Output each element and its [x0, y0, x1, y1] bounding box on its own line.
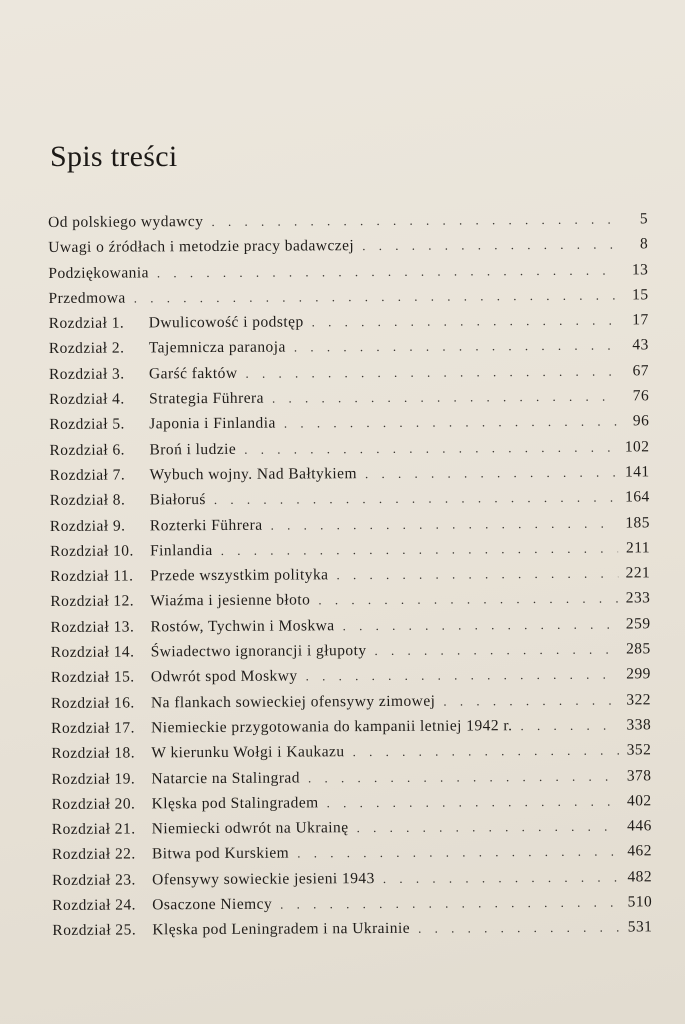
entry-title: Klęska pod Leningradem i na Ukrainie [152, 920, 411, 939]
toc-entry-label [50, 566, 328, 586]
toc-entry-label [52, 845, 289, 864]
toc-entry [50, 615, 650, 644]
page-number: 8 [639, 235, 649, 253]
toc-entry-label [51, 642, 367, 662]
dot-leader [520, 717, 619, 734]
entry-title: Świadectwo ignorancji i głupoty [150, 642, 367, 661]
chapter-number: Rozdział 9. [49, 517, 126, 535]
page-number: 17 [632, 311, 649, 329]
toc-entry [51, 666, 651, 695]
page-title: Spis treści [50, 140, 178, 173]
toc-entry-label [48, 264, 149, 283]
page-number: 446 [627, 817, 652, 835]
toc-entry-label [52, 794, 319, 814]
chapter-number: Rozdział 25. [52, 921, 137, 940]
toc-entry-label [50, 542, 213, 561]
toc-entry [50, 564, 650, 593]
toc-entry-label [51, 668, 298, 688]
dot-leader [365, 464, 618, 482]
toc-entry-label [51, 692, 436, 712]
chapter-number: Rozdział 16. [50, 694, 135, 712]
dot-leader [318, 591, 618, 609]
toc-entry-label [52, 920, 410, 940]
chapter-number: Rozdział 7. [49, 466, 126, 484]
dot-leader [443, 692, 619, 709]
toc-entry-label [49, 441, 236, 460]
toc-entry-label [52, 870, 375, 890]
entry-title: Rozterki Führera [149, 516, 263, 534]
toc-entry [52, 893, 652, 922]
toc-entry [51, 767, 651, 796]
page-number: 67 [632, 362, 650, 380]
entry-title: Wiaźma i jesienne błoto [150, 591, 311, 610]
toc-entry [50, 514, 650, 543]
page-number: 482 [627, 868, 653, 886]
table-of-contents [48, 210, 652, 947]
entry-title: Rostów, Tychwin i Moskwa [150, 617, 335, 636]
page-number: 462 [627, 842, 652, 860]
toc-entry [48, 236, 648, 265]
toc-entry [50, 590, 650, 619]
toc-entry [50, 539, 650, 568]
toc-entry-label [49, 390, 264, 409]
dot-leader [271, 515, 618, 533]
chapter-number: Rozdział 24. [52, 896, 137, 915]
dot-leader [214, 490, 618, 508]
entry-title: Klęska pod Stalingradem [151, 794, 319, 813]
dot-leader [357, 819, 620, 837]
page-number: 233 [625, 589, 651, 607]
dot-leader [134, 287, 617, 306]
entry-title: Podziękowania [48, 263, 149, 282]
entry-title: Wybuch wojny. Nad Bałtykiem [149, 465, 358, 484]
toc-entry [49, 362, 649, 391]
entry-title: Od polskiego wydawcy [48, 213, 204, 231]
chapter-number: Rozdział 23. [52, 871, 136, 889]
toc-entry [49, 438, 649, 467]
page-number: 510 [627, 893, 653, 911]
chapter-number: Rozdział 21. [51, 820, 136, 839]
page-number: 13 [631, 260, 649, 279]
entry-title: Osaczone Niemcy [152, 895, 273, 914]
entry-title: Strategia Führera [149, 389, 265, 408]
dot-leader [244, 439, 617, 457]
toc-entry [48, 261, 648, 290]
dot-leader [306, 667, 619, 685]
chapter-number: Rozdział 13. [50, 618, 135, 636]
dot-leader [245, 363, 617, 381]
page-number: 15 [632, 286, 649, 304]
toc-entry-label [52, 819, 349, 839]
page-number: 185 [625, 513, 650, 532]
entry-title: Niemieckie przygotowania do kampanii letniej 1942 r. [151, 717, 513, 737]
toc-entry [52, 817, 652, 846]
page-number: 378 [626, 766, 652, 785]
entry-title: Dwulicowość i podstęp [148, 313, 304, 332]
dot-leader [327, 793, 620, 811]
chapter-number: Rozdział 14. [50, 643, 135, 662]
entry-title: Broń i ludzie [149, 440, 237, 459]
page-number: 102 [624, 438, 650, 456]
dot-leader [418, 920, 620, 937]
page-number: 285 [626, 640, 651, 658]
entry-title: Przedmowa [48, 289, 126, 307]
entry-title: Uwagi o źródłach i metodzie pracy badawczej [48, 237, 355, 257]
toc-entry-label [51, 769, 300, 789]
toc-entry-label [50, 491, 206, 510]
dot-leader [280, 895, 620, 913]
chapter-number: Rozdział 12. [50, 592, 135, 611]
toc-entry [49, 312, 649, 341]
dot-leader [308, 768, 620, 786]
entry-title: Odwrót spod Moskwy [150, 667, 298, 686]
toc-entry-label [48, 289, 125, 307]
entry-title: Bitwa pod Kurskiem [151, 844, 290, 863]
page-number: 259 [625, 615, 651, 633]
toc-entry [51, 716, 651, 745]
dot-leader [294, 338, 617, 356]
chapter-number: Rozdział 1. [48, 314, 125, 333]
toc-entry [52, 868, 652, 897]
page-number: 96 [632, 412, 650, 430]
entry-title: Natarcie na Stalingrad [151, 769, 300, 787]
toc-entry-label [50, 465, 357, 485]
toc-entry-label [51, 717, 512, 738]
dot-leader [312, 313, 617, 331]
chapter-number: Rozdział 18. [51, 744, 136, 763]
entry-title: Tajemnicza paranoja [148, 339, 286, 357]
toc-entry-label [49, 365, 238, 384]
page-number: 352 [626, 741, 652, 759]
dot-leader [284, 414, 618, 432]
dot-leader [374, 642, 618, 659]
chapter-number: Rozdział 17. [51, 719, 135, 737]
dot-leader [157, 262, 617, 281]
chapter-number: Rozdział 8. [49, 491, 126, 510]
entry-title: W kierunku Wołgi i Kaukazu [151, 743, 345, 762]
page-number: 531 [627, 918, 653, 936]
dot-leader [211, 212, 616, 230]
entry-title: Japonia i Finlandia [149, 414, 276, 433]
toc-entry [52, 919, 652, 948]
entry-title: Finlandia [150, 541, 213, 560]
chapter-number: Rozdział 2. [48, 340, 125, 358]
dot-leader [297, 844, 620, 862]
page-number: 211 [625, 539, 651, 557]
toc-entry [50, 489, 650, 518]
toc-entry-label [49, 314, 304, 334]
toc-entry [51, 742, 651, 771]
chapter-number: Rozdział 22. [51, 845, 136, 864]
page-number: 76 [632, 387, 650, 405]
toc-entry-label [52, 896, 272, 915]
dot-leader [383, 869, 620, 886]
page-number: 164 [625, 488, 650, 506]
page-number: 221 [625, 564, 651, 582]
toc-entry-label [50, 516, 263, 535]
entry-title: Garść faktów [148, 364, 238, 383]
dot-leader [343, 616, 619, 634]
toc-entry [49, 413, 649, 442]
chapter-number: Rozdział 15. [50, 668, 135, 687]
chapter-number: Rozdział 10. [50, 542, 134, 560]
page-number: 322 [626, 690, 652, 709]
entry-title: Ofensywy sowieckie jesieni 1943 [152, 869, 375, 889]
dot-leader [362, 237, 616, 255]
page-number: 299 [626, 665, 651, 683]
toc-entry [51, 640, 651, 669]
toc-entry [52, 843, 652, 872]
entry-title: Białoruś [149, 491, 206, 509]
page-number: 43 [632, 336, 649, 354]
toc-entry-label [51, 743, 344, 763]
entry-title: Na flankach sowieckiej ofensywy zimowej [150, 692, 436, 712]
toc-entry [48, 286, 648, 315]
toc-entry [49, 387, 649, 416]
page-number: 141 [624, 463, 650, 481]
page-number: 338 [626, 716, 652, 734]
dot-leader [221, 540, 618, 558]
chapter-number: Rozdział 19. [51, 770, 136, 788]
toc-entry-label [48, 237, 354, 257]
entry-title: Przede wszystkim polityka [150, 566, 329, 585]
toc-entry [50, 463, 650, 492]
toc-entry-label [49, 339, 286, 358]
toc-entry-label [50, 617, 334, 637]
chapter-number: Rozdział 4. [49, 390, 125, 409]
toc-entry [49, 337, 649, 366]
toc-entry [52, 792, 652, 821]
entry-title: Niemiecki odwrót na Ukrainę [151, 819, 349, 838]
chapter-number: Rozdział 11. [50, 567, 134, 586]
chapter-number: Rozdział 3. [48, 365, 125, 383]
page-number: 402 [626, 792, 652, 810]
dot-leader [336, 566, 618, 584]
dot-leader [272, 389, 617, 407]
toc-entry-label [49, 415, 276, 434]
toc-entry-label [50, 592, 310, 612]
toc-entry [48, 210, 648, 239]
chapter-number: Rozdział 20. [51, 795, 136, 813]
page-number: 5 [639, 210, 649, 228]
dot-leader [353, 743, 620, 761]
chapter-number: Rozdział 5. [49, 415, 125, 434]
chapter-number: Rozdział 6. [49, 441, 126, 459]
toc-entry [51, 691, 651, 720]
toc-entry-label [48, 213, 203, 232]
